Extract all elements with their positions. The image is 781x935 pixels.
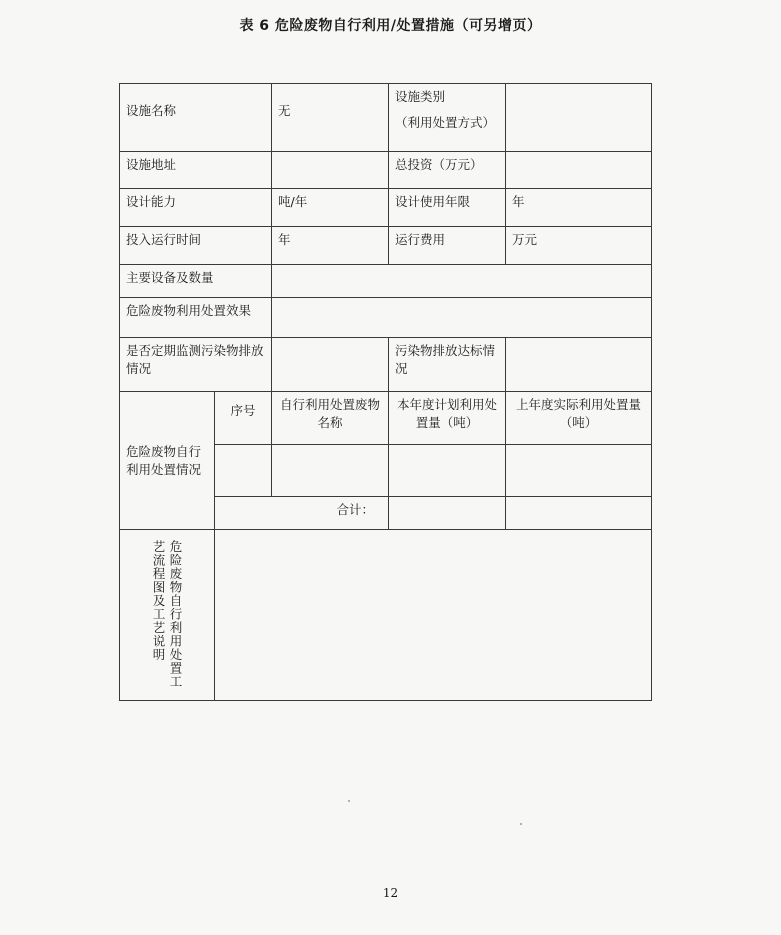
scan-speck [520,823,522,825]
monitoring-value[interactable] [272,338,389,392]
process-description-value[interactable] [215,530,652,701]
actual-amount-cell[interactable] [506,445,652,497]
serial-cell[interactable] [215,445,272,497]
facility-type-value[interactable] [506,84,652,152]
table-row [120,152,652,189]
waste-name-cell[interactable] [272,445,389,497]
scan-speck [348,800,350,802]
design-capacity-label: 设计能力 [120,189,272,227]
disposal-effect-value[interactable] [272,298,652,338]
operation-start-label: 投入运行时间 [120,227,272,265]
table-row [120,84,652,152]
main-equipment-value[interactable] [272,265,652,298]
table-row [120,227,652,265]
emission-compliance-value[interactable] [506,338,652,392]
emission-compliance-label: 污染物排放达标情况 [389,338,506,392]
facility-address-label: 设施地址 [120,152,272,189]
table-row [120,338,652,392]
total-label: 合计： [215,497,389,530]
facility-type-label [389,84,506,152]
total-planned-cell[interactable] [389,497,506,530]
page-title: 表 6 危险废物自行利用/处置措施（可另增页） [239,18,542,34]
design-life-label: 设计使用年限 [389,189,506,227]
operating-cost-label: 运行费用 [389,227,506,265]
facility-type-label-line1: 设施类别 [395,89,446,104]
col-serial-header: 序号 [215,392,272,445]
disposal-situation-label: 危险废物自行利用处置情况 [120,392,215,530]
design-capacity-value[interactable]: 吨/年 [272,189,389,227]
facility-type-label-line2: （利用处置方式） [395,115,496,130]
facility-address-value[interactable] [272,152,389,189]
col-planned-header: 本年度计划利用处置量（吨） [389,392,506,445]
table-row [120,392,652,445]
operation-start-value[interactable]: 年 [272,227,389,265]
total-investment-label: 总投资（万元） [389,152,506,189]
page-number: 12 [382,886,399,900]
facility-name-label: 设施名称 [120,84,272,152]
col-actual-header: 上年度实际利用处置量（吨） [506,392,652,445]
disposal-effect-label: 危险废物利用处置效果 [120,298,272,338]
total-actual-cell[interactable] [506,497,652,530]
total-investment-value[interactable] [506,152,652,189]
process-description-label: 危险废物自行利用处置工艺流程图及工艺说明 [151,540,183,689]
design-life-value[interactable]: 年 [506,189,652,227]
table-row [120,530,652,701]
monitoring-label: 是否定期监测污染物排放情况 [120,338,272,392]
table-row [120,298,652,338]
main-equipment-label: 主要设备及数量 [120,265,272,298]
facility-name-value[interactable]: 无 [272,84,389,152]
table-row [120,265,652,298]
process-description-label-cell [120,530,215,701]
table-row [120,189,652,227]
planned-amount-cell[interactable] [389,445,506,497]
col-waste-name-header: 自行利用处置废物名称 [272,392,389,445]
disposal-measures-table [119,83,652,701]
operating-cost-value[interactable]: 万元 [506,227,652,265]
